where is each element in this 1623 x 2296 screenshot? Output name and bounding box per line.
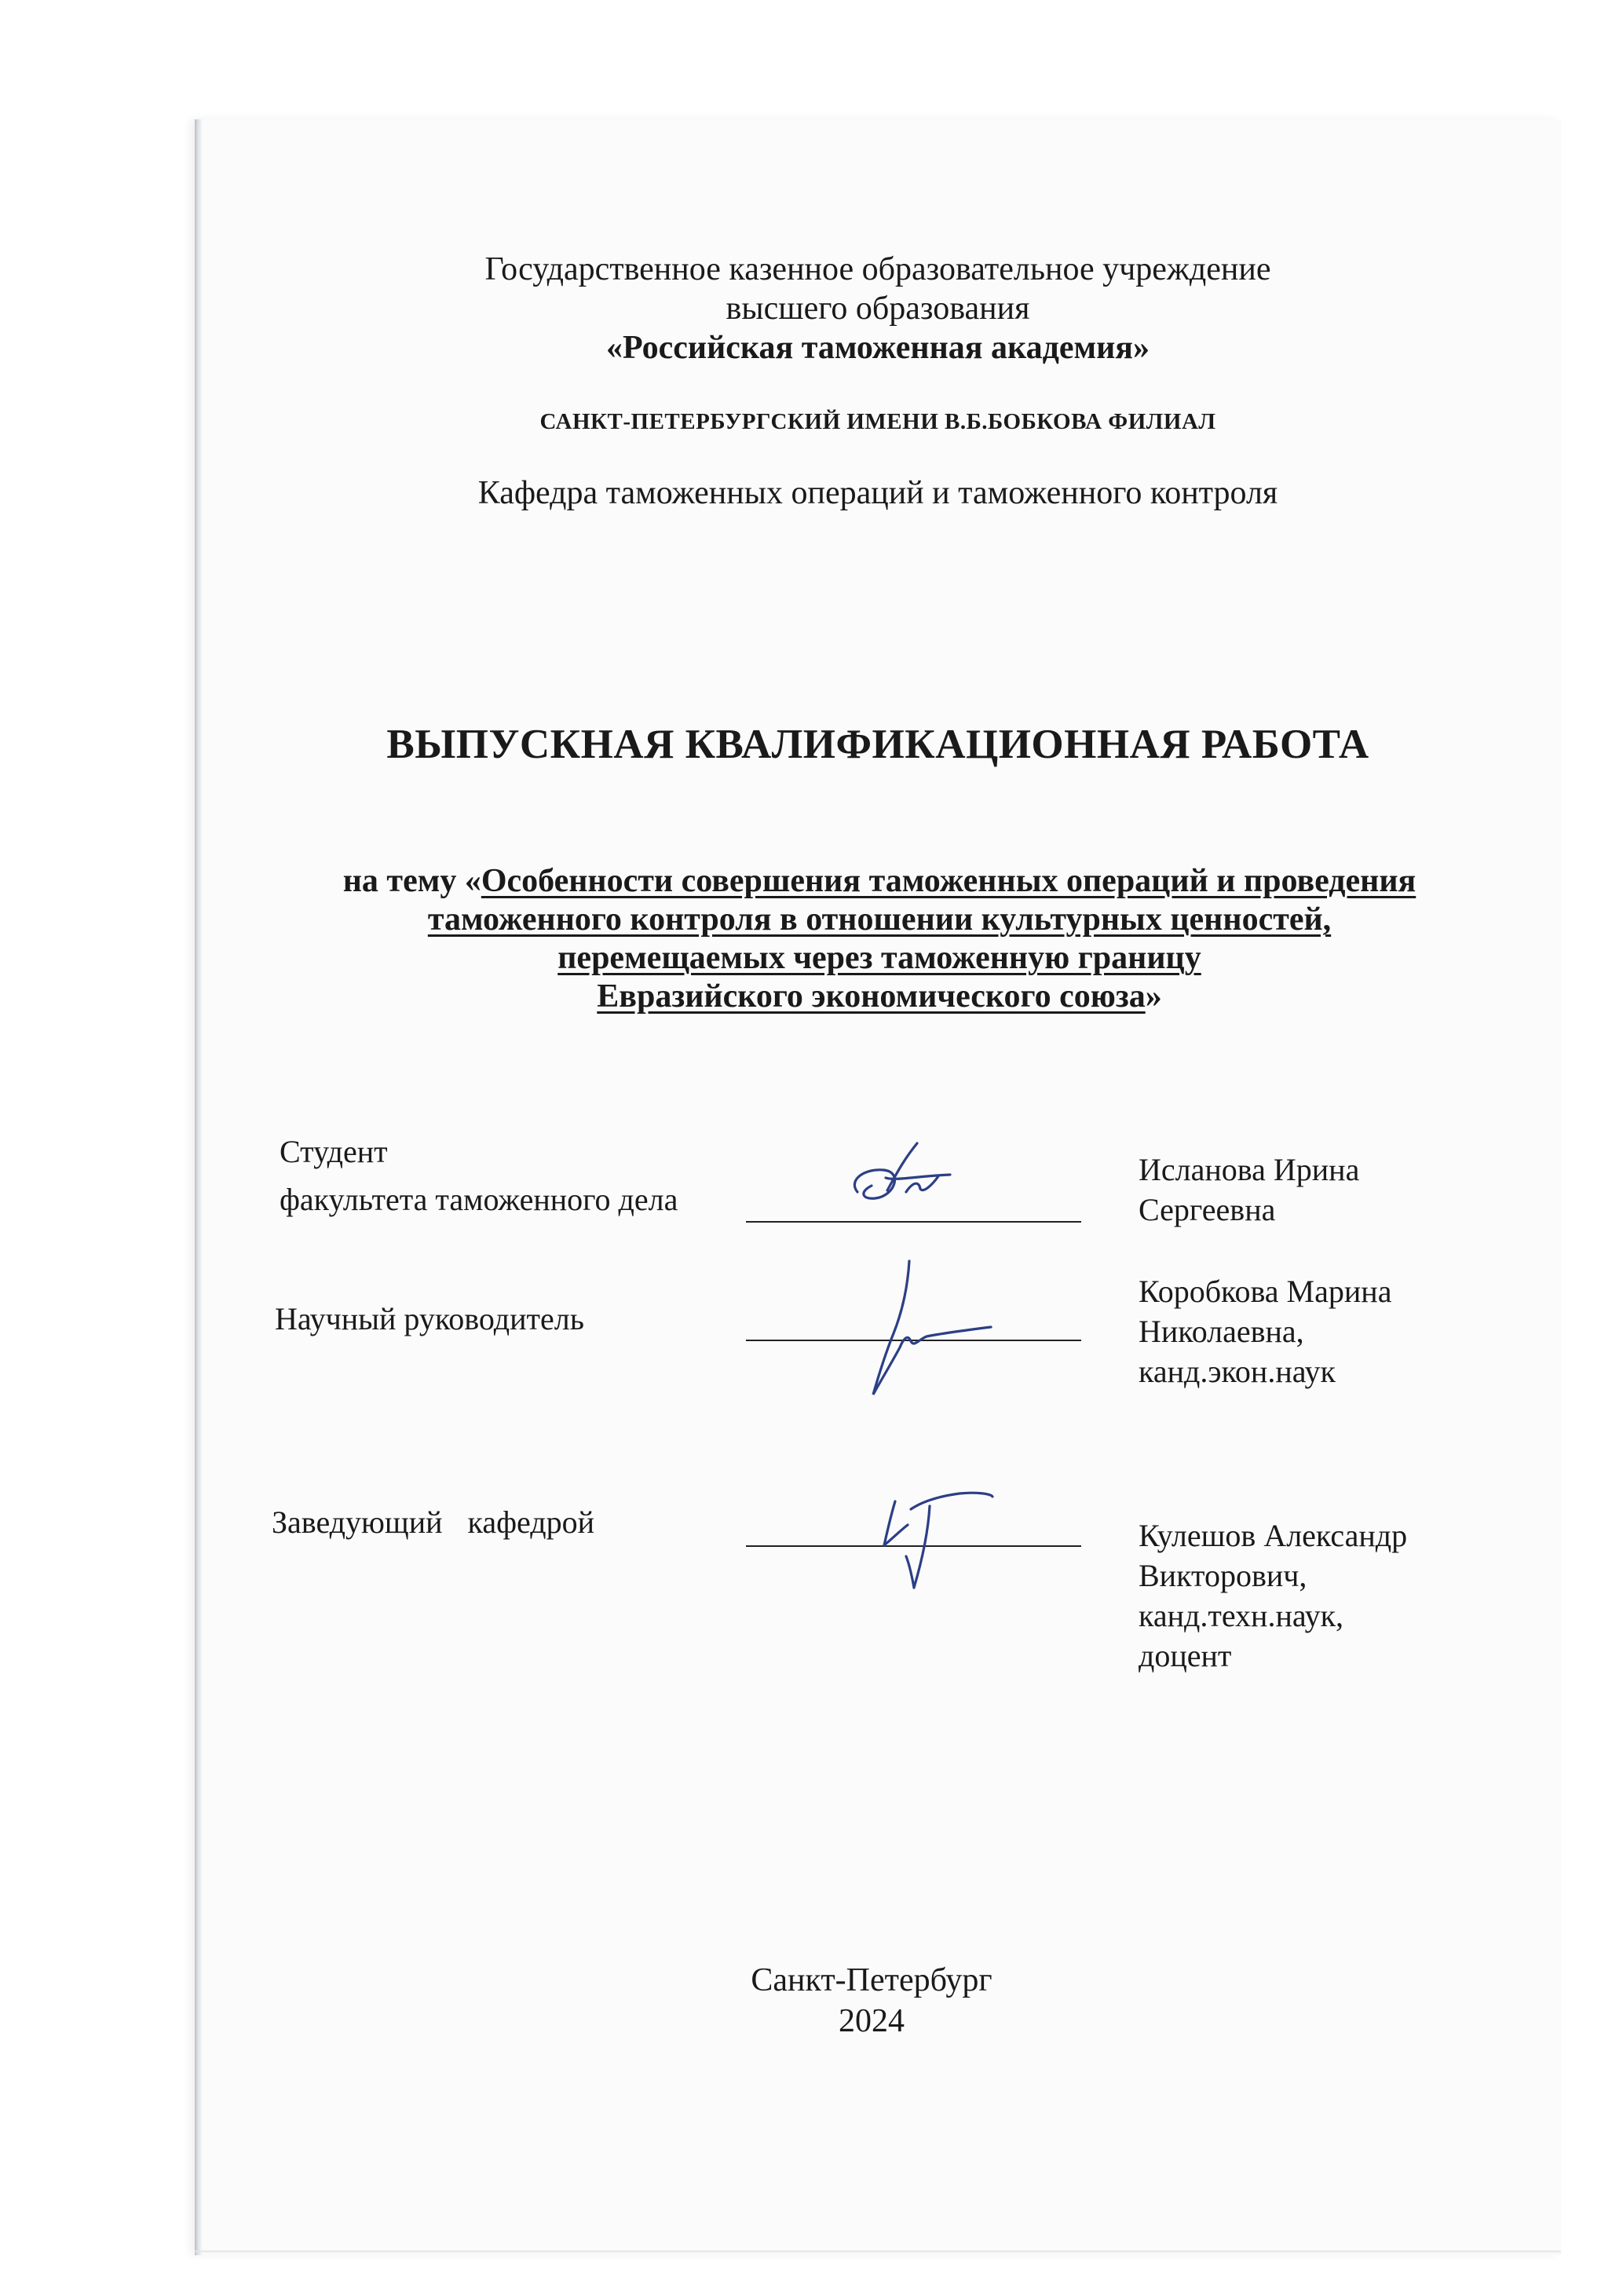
head-role-word-2: кафедрой: [467, 1504, 595, 1540]
topic-line-1: [314, 862, 1445, 901]
student-name-line-1: Исланова Ирина: [1139, 1152, 1360, 1187]
student-name-line-2: Сергеевна: [1139, 1192, 1276, 1227]
document-title: ВЫПУСКНАЯ КВАЛИФИКАЦИОННАЯ РАБОТА: [386, 722, 1369, 767]
topic-text-4: Евразийского экономического союза: [597, 978, 1146, 1015]
topic-prefix: на тему «: [342, 863, 481, 899]
head-signature: [873, 1486, 999, 1596]
student-role-line-2: факультета таможенного дела: [280, 1182, 678, 1217]
department-name: Кафедра таможенных операций и таможенного контроля: [477, 475, 1278, 511]
head-role-word-1: Заведующий: [272, 1504, 443, 1540]
topic-line-2: таможенного контроля в отношении культурных ценностей,: [427, 901, 1332, 938]
head-name-line-1: Кулешов Александр: [1139, 1518, 1408, 1553]
head-name-line-4: доцент: [1139, 1638, 1232, 1673]
supervisor-name-line-3: канд.экон.наук: [1139, 1354, 1336, 1389]
city: Санкт-Петербург: [751, 1962, 992, 1998]
paper-bottom-shadow: [195, 2250, 1561, 2254]
topic-suffix: »: [1145, 978, 1162, 1015]
topic-text-1: Особенности совершения таможенных операций и проведения: [481, 863, 1416, 899]
supervisor-role: Научный руководитель: [275, 1301, 584, 1336]
supervisor-name-line-2: Николаевна,: [1139, 1314, 1304, 1349]
branch-name: САНКТ-ПЕТЕРБУРГСКИЙ ИМЕНИ В.Б.БОБКОВА ФИЛИАЛ: [539, 409, 1216, 434]
year: 2024: [839, 2003, 905, 2039]
topic-line-3: перемещаемых через таможенную границу: [557, 940, 1201, 976]
student-signature: [840, 1137, 958, 1223]
topic-block: [314, 862, 1445, 1016]
head-name-line-2: Викторович,: [1139, 1558, 1307, 1593]
academy-name: «Российская таможенная академия»: [605, 330, 1150, 366]
paper-edge-shadow: [195, 119, 203, 2255]
supervisor-name-line-1: Коробкова Марина: [1139, 1274, 1392, 1309]
topic-line-4: [314, 978, 1445, 1016]
education-level: высшего образования: [726, 291, 1030, 327]
institution-type: Государственное казенное образовательное учреждение: [484, 251, 1271, 287]
supervisor-signature: [856, 1255, 997, 1404]
head-name-line-3: канд.техн.наук,: [1139, 1598, 1344, 1633]
head-role: [272, 1504, 594, 1541]
student-role-line-1: Студент: [280, 1134, 388, 1169]
